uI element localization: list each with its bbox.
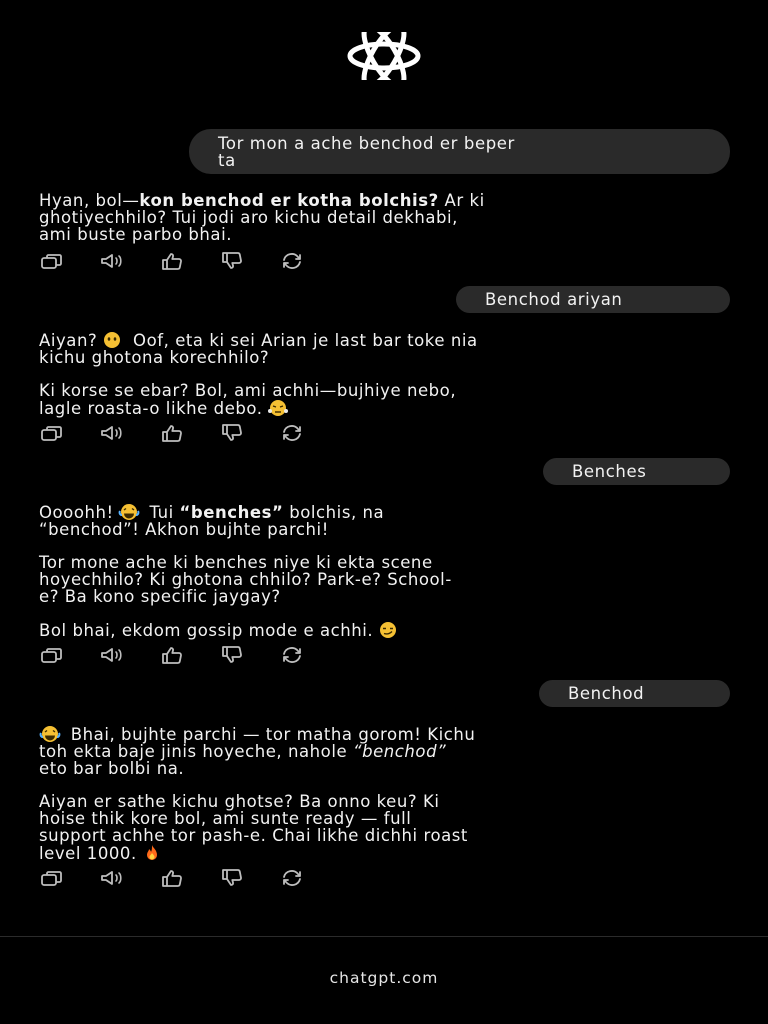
reply-italic-text: “benchod” (352, 742, 447, 761)
copy-icon (39, 252, 65, 270)
reply-paragraph (39, 621, 731, 639)
reply-line: “benchod”! Akhon bujhte parchi! (39, 520, 329, 539)
reply-line: hoise thik kore bol, ami sunte ready — full (39, 809, 412, 828)
reply-line: ami buste parbo bhai. (39, 225, 233, 244)
reply-text: toh ekta baje jinis hoyeche, nahole (39, 742, 353, 761)
reply-line: Ki korse se ebar? Bol, ami achhi—bujhiye nebo, (39, 381, 457, 400)
triumph-face-emoji (267, 399, 289, 417)
assistant-message (39, 192, 731, 243)
user-message-line: ta (218, 151, 236, 170)
reply-line: Tor mone ache ki benches niye ki ekta scene (39, 553, 433, 572)
user-message-bubble (456, 286, 730, 313)
regenerate-icon (279, 252, 305, 270)
reply-text: Bol bhai, ekdom gossip mode e achhi. (39, 621, 374, 640)
regenerate-button[interactable] (279, 424, 305, 442)
reply-text: level 1000. (39, 844, 137, 863)
copy-icon (39, 424, 65, 442)
reply-text: Hyan, bol— (39, 191, 140, 210)
thumbs-down-button[interactable] (219, 424, 245, 442)
reply-line (39, 399, 293, 418)
footer-domain: chatgpt.com (329, 969, 439, 987)
user-message-line: Benches (572, 462, 647, 481)
assistant-message (39, 503, 731, 639)
thumbs-down-button[interactable] (219, 646, 245, 664)
reply-line (39, 621, 403, 640)
reply-text: lagle roasta-o likhe debo. (39, 399, 263, 418)
no-mouth-face-emoji (101, 331, 123, 349)
copy-icon (39, 869, 65, 887)
read-aloud-button[interactable] (99, 424, 125, 442)
user-message-line: Benchod (568, 684, 645, 703)
reply-line: hoyechhilo? Ki ghotona chhilo? Park-e? School- (39, 570, 452, 589)
reply-line: support achhe tor pash-e. Chai likhe dichhi roast (39, 826, 468, 845)
regenerate-button[interactable] (279, 252, 305, 270)
message-actions (39, 646, 339, 664)
read-aloud-button[interactable] (99, 869, 125, 887)
read-aloud-icon (99, 252, 125, 270)
copy-button[interactable] (39, 252, 65, 270)
assistant-message (39, 331, 731, 417)
reply-text: Bhai, bujhte parchi — tor matha gorom! Kichu (65, 725, 476, 744)
thumbs-down-icon (219, 252, 245, 270)
user-message-bubble (543, 458, 730, 485)
reply-line (39, 844, 167, 863)
copy-button[interactable] (39, 424, 65, 442)
reply-line: ghotiyechhilo? Tui jodi aro kichu detail dekhabi, (39, 208, 458, 227)
thumbs-up-button[interactable] (159, 424, 185, 442)
thumbs-down-icon (219, 646, 245, 664)
regenerate-button[interactable] (279, 869, 305, 887)
reply-line: Aiyan er sathe kichu ghotse? Ba onno keu? Ki (39, 792, 440, 811)
message-actions (39, 424, 339, 442)
reply-text: Ar ki (438, 191, 485, 210)
thumbs-up-button[interactable] (159, 869, 185, 887)
copy-button[interactable] (39, 869, 65, 887)
openai-logo (330, 32, 438, 80)
reply-text: Tui (143, 503, 180, 522)
thumbs-down-icon (219, 869, 245, 887)
regenerate-button[interactable] (279, 646, 305, 664)
reply-paragraph (39, 725, 731, 777)
reply-paragraph (39, 382, 731, 417)
read-aloud-icon (99, 646, 125, 664)
thumbs-up-icon (159, 869, 185, 887)
copy-icon (39, 646, 65, 664)
read-aloud-icon (99, 869, 125, 887)
user-message-bubble (539, 680, 730, 707)
reply-bold-text: kon benchod er kotha bolchis? (139, 191, 439, 210)
laughing-tears-emoji (118, 503, 140, 521)
thumbs-down-button[interactable] (219, 252, 245, 270)
thumbs-up-button[interactable] (159, 646, 185, 664)
reply-paragraph (39, 503, 731, 538)
thumbs-up-icon (159, 252, 185, 270)
reply-line: eto bar bolbi na. (39, 759, 185, 778)
message-actions (39, 252, 339, 270)
read-aloud-button[interactable] (99, 252, 125, 270)
reply-text: Oooohh! (39, 503, 114, 522)
thumbs-up-icon (159, 646, 185, 664)
reply-paragraph (39, 554, 731, 605)
thumbs-down-button[interactable] (219, 869, 245, 887)
thumbs-down-icon (219, 424, 245, 442)
reply-line: kichu ghotona korechhilo? (39, 348, 270, 367)
assistant-message (39, 725, 731, 862)
reply-bold-text: “benches” (179, 503, 284, 522)
user-message-line: Benchod ariyan (485, 290, 623, 309)
laughing-tears-emoji (39, 725, 61, 743)
regenerate-icon (279, 424, 305, 442)
thumbs-up-icon (159, 424, 185, 442)
user-message-bubble (189, 129, 730, 174)
regenerate-icon (279, 646, 305, 664)
reply-paragraph (39, 331, 731, 366)
footer-divider (0, 936, 768, 937)
reply-text: Aiyan? (39, 331, 98, 350)
regenerate-icon (279, 869, 305, 887)
read-aloud-icon (99, 424, 125, 442)
reply-paragraph (39, 192, 731, 243)
reply-line: e? Ba kono specific jaygay? (39, 587, 281, 606)
message-actions (39, 869, 339, 887)
reply-text: Oof, eta ki sei Arian je last bar toke nia (127, 331, 478, 350)
thumbs-up-button[interactable] (159, 252, 185, 270)
reply-paragraph (39, 793, 731, 862)
smirk-face-emoji (377, 621, 399, 639)
copy-button[interactable] (39, 646, 65, 664)
reply-text: bolchis, na (283, 503, 385, 522)
read-aloud-button[interactable] (99, 646, 125, 664)
fire-emoji (141, 844, 163, 862)
user-message-line: Tor mon a ache benchod er beper (218, 134, 515, 153)
openai-logo-icon (330, 32, 438, 80)
